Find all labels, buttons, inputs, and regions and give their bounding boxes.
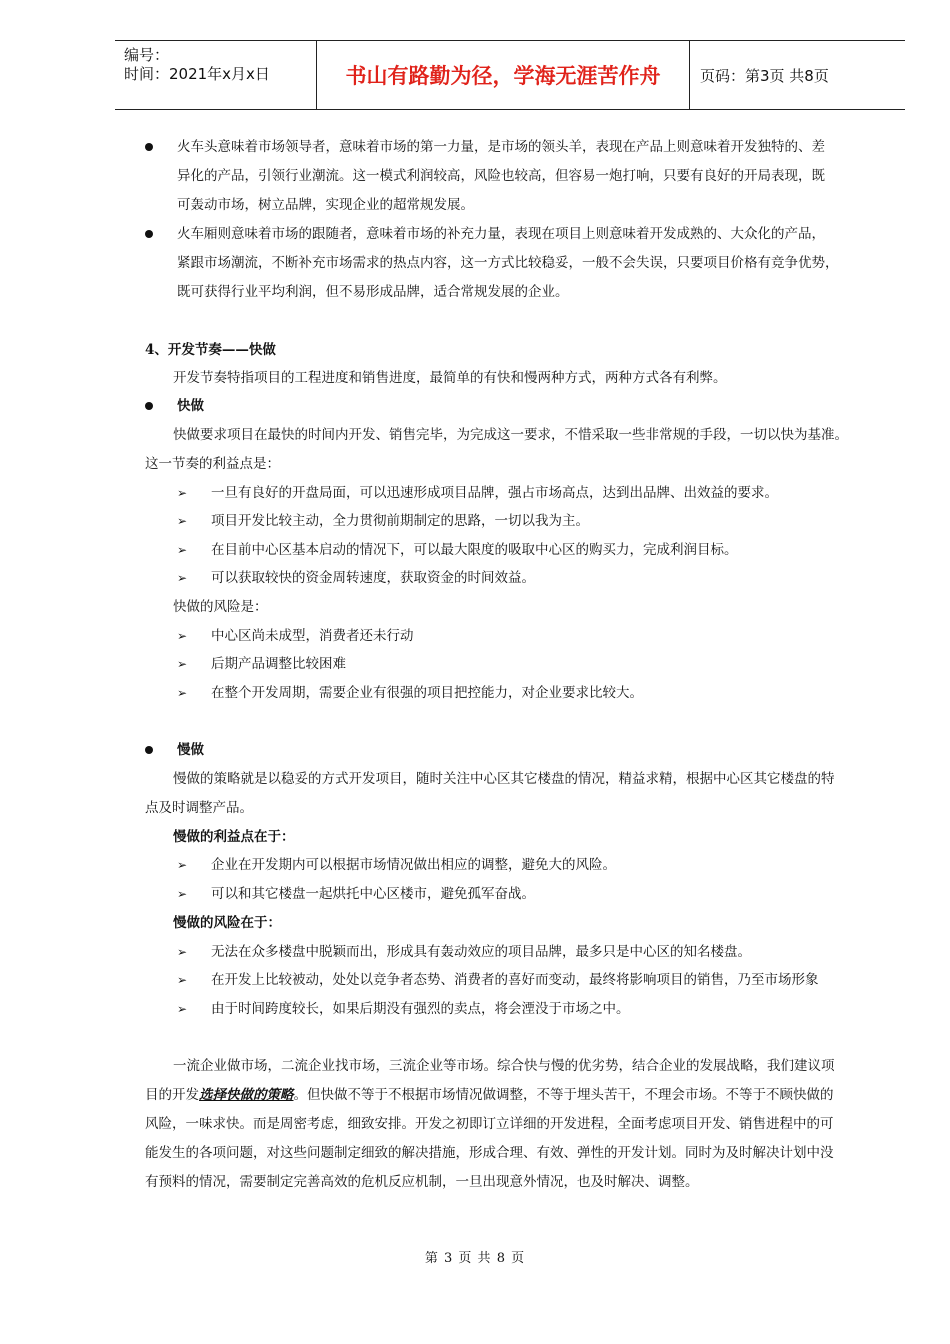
list-item: 一旦有良好的开盘局面，可以迅速形成项目品牌，强占市场高点，达到出品牌、出效益的要求。 bbox=[211, 485, 778, 501]
fast-desc: 这一节奏的利益点是： bbox=[145, 456, 280, 472]
list-item: 由于时间跨度较长，如果后期没有强烈的卖点，将会湮没于市场之中。 bbox=[211, 1001, 630, 1017]
number-label: 编号： bbox=[124, 46, 170, 64]
arrow-bullet-icon: ➢ bbox=[177, 973, 188, 987]
arrow-bullet-icon: ➢ bbox=[177, 571, 188, 585]
arrow-bullet-icon: ➢ bbox=[177, 543, 188, 557]
fast-desc: 快做要求项目在最快的时间内开发、销售完毕，为完成这一要求，不惜采取一些非常规的手段，一切以快为基准。 bbox=[173, 427, 848, 443]
time-label: 时间：2021年x月x日 bbox=[124, 65, 270, 83]
list-item: 可以和其它楼盘一起烘托中心区楼市，避免孤军奋战。 bbox=[211, 886, 535, 902]
text-line: 火车头意味着市场领导者，意味着市场的第一力量，是市场的领头羊，表现在产品上则意味着开发独特的、差 bbox=[177, 139, 825, 155]
conclusion-text: 目的开发 bbox=[145, 1087, 199, 1103]
arrow-bullet-icon: ➢ bbox=[177, 858, 188, 872]
emphasis-text: 选择快做的策略 bbox=[199, 1087, 294, 1103]
bullet-icon bbox=[145, 402, 153, 410]
text-line: 异化的产品，引领行业潮流。这一模式利润较高，风险也较高，但容易一炮打响，只要有良好的开局表现，既 bbox=[177, 168, 825, 184]
conclusion-line: 能发生的各项问题，对这些问题制定细致的解决措施，形成合理、有效、弹性的开发计划。同时为及时解决计划中没 bbox=[145, 1145, 834, 1161]
list-item: 可以获取较快的资金周转速度，获取资金的时间效益。 bbox=[211, 570, 535, 586]
conclusion-line: 风险，一味求快。而是周密考虑，细致安排。开发之初即订立详细的开发进程，全面考虑项目开发、销售进程中的可 bbox=[145, 1116, 834, 1132]
fast-heading: 快做 bbox=[177, 398, 204, 414]
slow-risk-label: 慢做的风险在于： bbox=[173, 915, 281, 931]
arrow-bullet-icon: ➢ bbox=[177, 686, 188, 700]
arrow-bullet-icon: ➢ bbox=[177, 486, 188, 500]
text-line: 紧跟市场潮流，不断补充市场需求的热点内容，这一方式比较稳妥，一般不会失误，只要项目价格有竞争优势， bbox=[177, 255, 839, 271]
list-item: 项目开发比较主动，全力贯彻前期制定的思路，一切以我为主。 bbox=[211, 513, 589, 529]
conclusion-text: 。但快做不等于不根据市场情况做调整，不等于埋头苦干，不理会市场。不等于不顾快做的 bbox=[293, 1087, 834, 1103]
bullet-icon bbox=[145, 746, 153, 754]
conclusion-line bbox=[145, 1086, 834, 1104]
slow-benefit-label: 慢做的利益点在于： bbox=[173, 829, 295, 845]
conclusion-line: 有预料的情况，需要制定完善高效的危机反应机制，一旦出现意外情况，也及时解决、调整。 bbox=[145, 1174, 699, 1190]
fast-risk-label: 快做的风险是： bbox=[173, 599, 268, 615]
slow-desc: 点及时调整产品。 bbox=[145, 800, 253, 816]
page-header bbox=[115, 40, 905, 110]
list-item: 在开发上比较被动，处处以竞争者态势、消费者的喜好而变动，最终将影响项目的销售，乃至市场形象 bbox=[211, 972, 819, 988]
bullet-icon bbox=[145, 143, 153, 151]
arrow-bullet-icon: ➢ bbox=[177, 657, 188, 671]
arrow-bullet-icon: ➢ bbox=[177, 629, 188, 643]
slow-heading: 慢做 bbox=[177, 742, 204, 758]
list-item: 在目前中心区基本启动的情况下，可以最大限度的吸取中心区的购买力，完成利润目标。 bbox=[211, 542, 738, 558]
text-line: 既可获得行业平均利润，但不易形成品牌，适合常规发展的企业。 bbox=[177, 284, 569, 300]
section-intro: 开发节奏特指项目的工程进度和销售进度，最简单的有快和慢两种方式，两种方式各有利弊。 bbox=[173, 370, 727, 386]
text-line: 可轰动市场，树立品牌，实现企业的超常规发展。 bbox=[177, 197, 474, 213]
header-meta-cell bbox=[115, 41, 317, 109]
bullet-icon bbox=[145, 230, 153, 238]
slow-desc: 慢做的策略就是以稳妥的方式开发项目，随时关注中心区其它楼盘的情况，精益求精，根据中心区其它楼盘的特 bbox=[173, 771, 835, 787]
arrow-bullet-icon: ➢ bbox=[177, 514, 188, 528]
text-line: 火车厢则意味着市场的跟随者，意味着市场的补充力量，表现在项目上则意味着开发成熟的、大众化的产品， bbox=[177, 226, 825, 242]
arrow-bullet-icon: ➢ bbox=[177, 945, 188, 959]
list-item: 无法在众多楼盘中脱颖而出，形成具有轰动效应的项目品牌，最多只是中心区的知名楼盘。 bbox=[211, 944, 751, 960]
list-item: 在整个开发周期，需要企业有很强的项目把控能力，对企业要求比较大。 bbox=[211, 685, 643, 701]
arrow-bullet-icon: ➢ bbox=[177, 1002, 188, 1016]
page-footer: 第 3 页 共 8 页 bbox=[424, 1251, 526, 1266]
list-item: 中心区尚未成型，消费者还未行动 bbox=[211, 628, 414, 644]
section-title: 4、开发节奏——快做 bbox=[145, 342, 276, 358]
list-item: 企业在开发期内可以根据市场情况做出相应的调整，避免大的风险。 bbox=[211, 857, 616, 873]
conclusion-line: 一流企业做市场，二流企业找市场，三流企业等市场。综合快与慢的优劣势，结合企业的发展战略，我们建议项 bbox=[173, 1058, 835, 1074]
header-page-label: 页码：第3页 共8页 bbox=[700, 66, 829, 85]
list-item: 后期产品调整比较困难 bbox=[211, 656, 346, 672]
header-motto: 书山有路勤为径，学海无涯苦作舟 bbox=[317, 41, 690, 109]
arrow-bullet-icon: ➢ bbox=[177, 887, 188, 901]
